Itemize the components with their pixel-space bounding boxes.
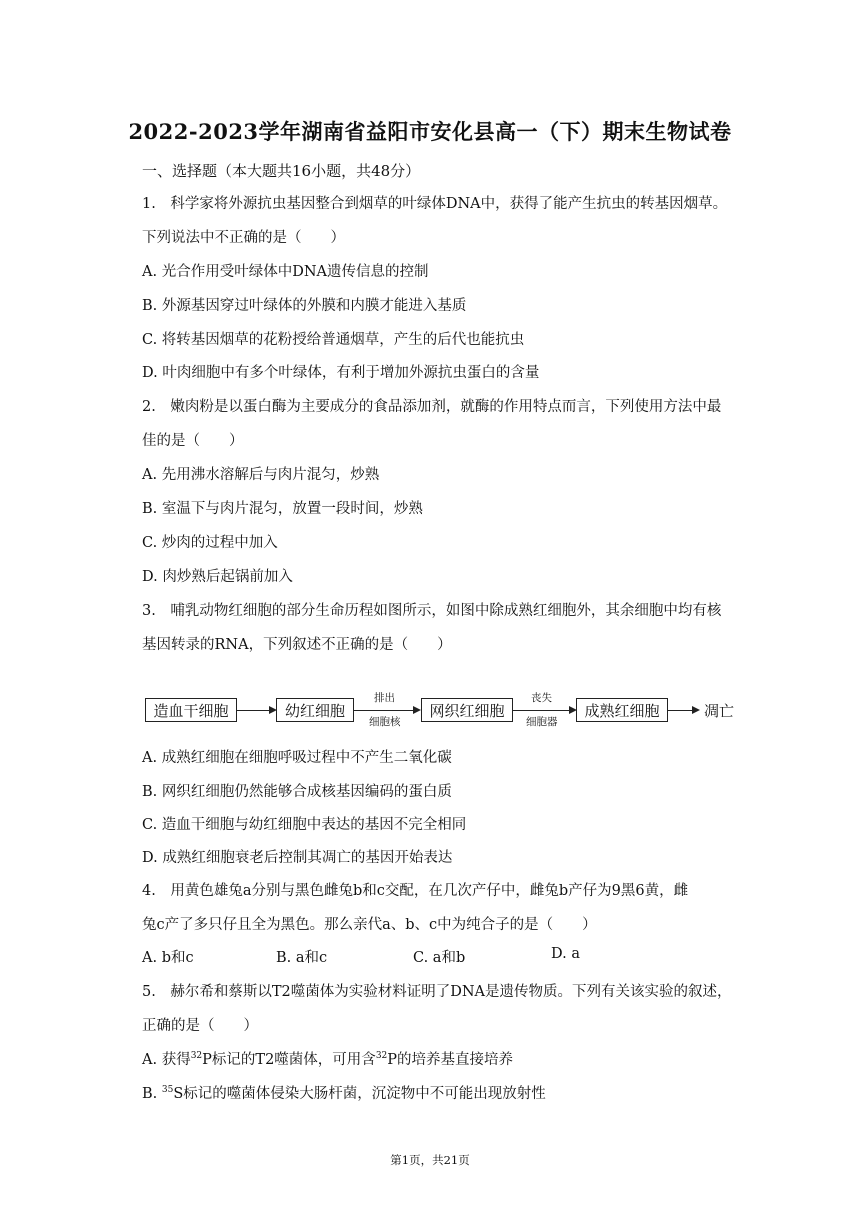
q3-option-a: A. 成熟红细胞在细胞呼吸过程中不产生二氧化碳 [142,750,452,766]
page-footer: 第1页，共21页 [390,1153,470,1167]
exam-title: 2022-2023学年湖南省益阳市安化县高一（下）期末生物试卷 [128,119,732,144]
diagram-arrow-4 [668,710,698,711]
q4-stem-line1: 4. 用黄色雄兔a分别与黑色雌兔b和c交配，在几次产仔中，雌兔b产仔为9黑6黄，雌 [142,883,689,899]
q5-option-a: A. 获得$^{32}$P标记的T2噬菌体，可用含$^{32}$P的培养基直接培养 [142,1051,514,1068]
q5-stem-line1: 5. 赫尔希和蔡斯以T2噬菌体为实验材料证明了DNA是遗传物质。下列有关该实验的叙述， [142,984,732,1000]
q1-stem-line2: 下列说法中不正确的是（ ） [142,230,345,246]
diagram-arrow-3 [513,710,575,711]
q3-stem-line1: 3. 哺乳动物红细胞的部分生命历程如图所示，如图中除成熟红细胞外，其余细胞中均有核 [142,603,722,619]
q2-option-b: B. 室温下与肉片混匀，放置一段时间，炒熟 [142,501,423,517]
q5-option-b: B. $^{35}$S标记的噬菌体侵染大肠杆菌，沉淀物中不可能出现放射性 [142,1085,546,1102]
q3-option-b: B. 网织红细胞仍然能够合成核基因编码的蛋白质 [142,784,452,800]
q2-option-d: D. 肉炒熟后起锅前加入 [142,569,293,585]
q3-stem-line2: 基因转录的RNA，下列叙述不正确的是（ ） [142,637,452,653]
diagram-box-erythroblast: 幼红细胞 [276,698,354,722]
q1-option-d: D. 叶肉细胞中有多个叶绿体，有利于增加外源抗虫蛋白的含量 [142,365,540,381]
q5-stem-line2: 正确的是（ ） [142,1018,258,1034]
q2-option-c: C. 炒肉的过程中加入 [142,535,278,551]
diagram-arrow3-label-top: 丧失 [531,692,552,704]
diagram-box-hematopoietic-stem-cell: 造血干细胞 [145,698,237,722]
diagram-apoptosis-label: 凋亡 [704,702,735,720]
diagram-arrow3-label-bottom: 细胞器 [526,716,558,728]
cell-lifecycle-diagram [142,690,752,730]
q1-stem-line1: 1. 科学家将外源抗虫基因整合到烟草的叶绿体DNA中，获得了能产生抗虫的转基因烟草。 [142,196,728,212]
section-heading: 一、选择题（本大题共16小题，共48分） [142,162,421,180]
q1-option-c: C. 将转基因烟草的花粉授给普通烟草，产生的后代也能抗虫 [142,332,525,348]
q1-option-a: A. 光合作用受叶绿体中DNA遗传信息的控制 [142,264,429,280]
diagram-arrow2-label-bottom: 细胞核 [369,716,401,728]
diagram-arrow-1 [237,710,275,711]
q2-stem-line1: 2. 嫩肉粉是以蛋白酶为主要成分的食品添加剂，就酶的作用特点而言，下列使用方法中最 [142,399,722,415]
q4-option-c: C. a和b [413,950,466,966]
q3-option-c: C. 造血干细胞与幼红细胞中表达的基因不完全相同 [142,817,467,833]
q1-option-b: B. 外源基因穿过叶绿体的外膜和内膜才能进入基质 [142,298,467,314]
q2-option-a: A. 先用沸水溶解后与肉片混匀，炒熟 [142,467,380,483]
q4-option-d: D. a [551,946,580,962]
diagram-arrow-2 [354,710,419,711]
diagram-box-mature-rbc: 成熟红细胞 [576,698,668,722]
q4-option-a: A. b和c [142,950,194,966]
q4-option-b: B. a和c [276,950,328,966]
q2-stem-line2: 佳的是（ ） [142,433,244,449]
diagram-arrow2-label-top: 排出 [374,692,395,704]
q3-option-d: D. 成熟红细胞衰老后控制其凋亡的基因开始表达 [142,850,453,866]
diagram-box-reticulocyte: 网织红细胞 [421,698,513,722]
q4-stem-line2: 兔c产了多只仔且全为黑色。那么亲代a、b、c中为纯合子的是（ ） [142,917,597,933]
